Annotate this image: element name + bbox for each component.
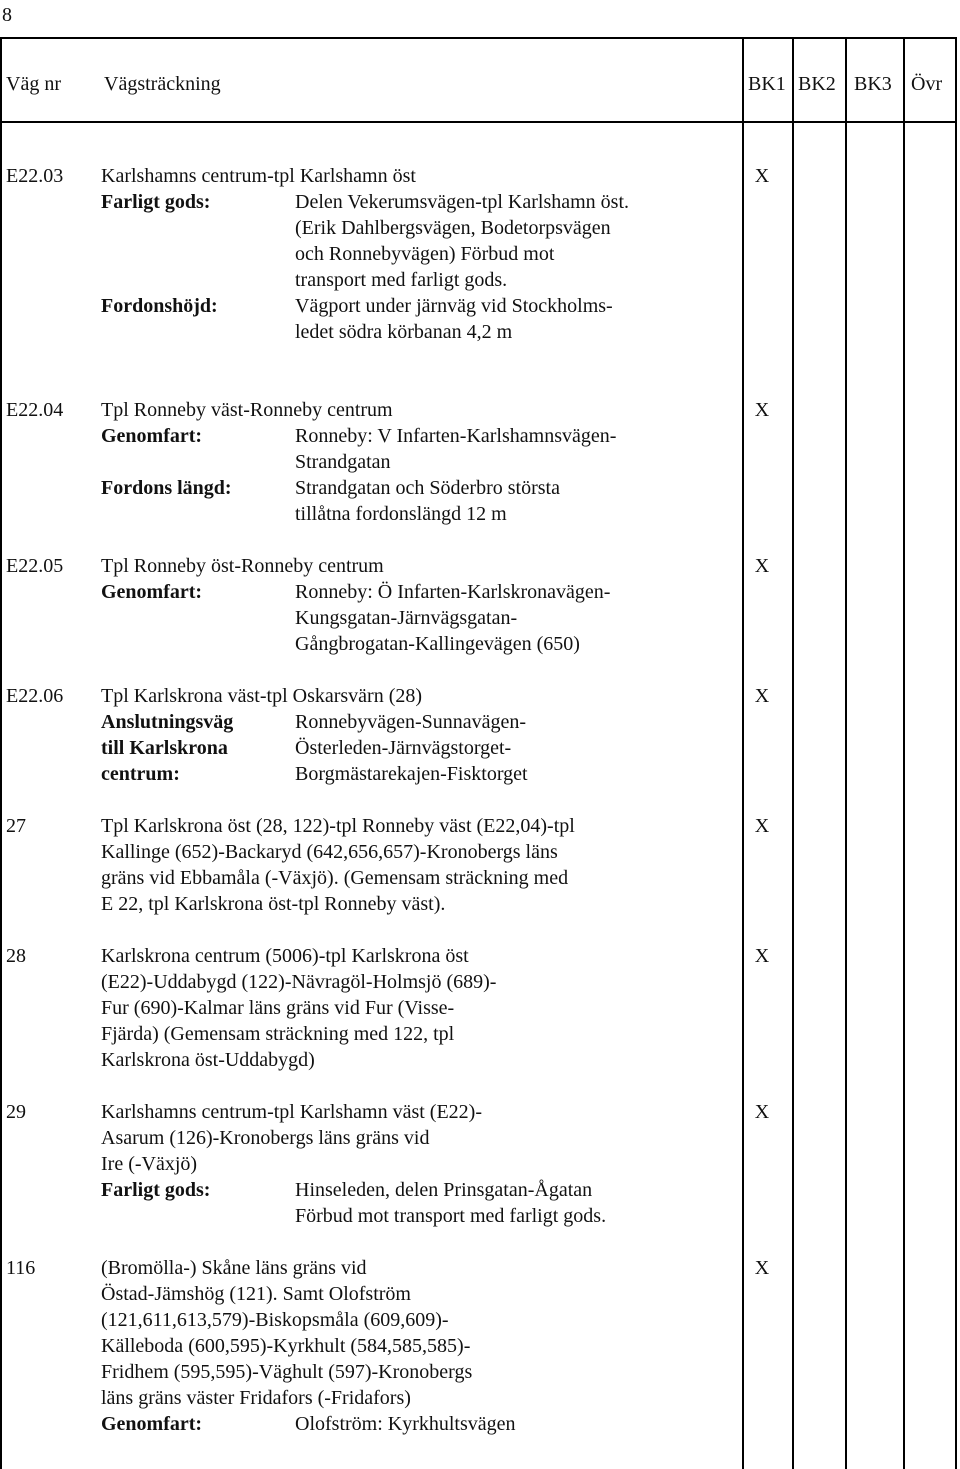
header-separator [0, 121, 957, 123]
road-number: 27 [6, 815, 26, 837]
header-bk2: BK2 [798, 73, 836, 95]
restriction-label: Fordons längd: [101, 477, 232, 499]
road-section: Östad-Jämshög (121). Samt Olofström [101, 1283, 411, 1305]
header-ovr: Övr [911, 73, 943, 95]
table-top-border [0, 37, 957, 39]
bk1-mark: X [754, 165, 770, 187]
bk1-mark: X [754, 1257, 770, 1279]
road-section: (121,611,613,579)-Biskopsmåla (609,609)- [101, 1309, 449, 1331]
bk3-divider [845, 37, 847, 1469]
road-number: E22.05 [6, 555, 64, 577]
right-border [955, 37, 957, 1469]
restriction-text: Förbud mot transport med farligt gods. [295, 1205, 607, 1227]
road-section: Tpl Karlskrona väst-tpl Oskarsvärn (28) [101, 685, 423, 707]
header-bk1: BK1 [748, 73, 786, 95]
bk2-divider [792, 37, 794, 1469]
road-section: Tpl Ronneby öst-Ronneby centrum [101, 555, 384, 577]
restriction-label: till Karlskrona [101, 737, 228, 759]
road-number: 29 [6, 1101, 26, 1123]
left-border [0, 37, 2, 1469]
road-section: Källeboda (600,595)-Kyrkhult (584,585,585)- [101, 1335, 471, 1357]
road-section: Asarum (126)-Kronobergs läns gräns vid [101, 1127, 430, 1149]
road-section: Karlskrona centrum (5006)-tpl Karlskrona öst [101, 945, 469, 967]
restriction-text: och Ronnebyvägen) Förbud mot [295, 243, 555, 265]
header-vag-nr: Väg nr [6, 73, 61, 95]
restriction-label: Genomfart: [101, 1413, 203, 1435]
restriction-text: Delen Vekerumsvägen-tpl Karlshamn öst. [295, 191, 629, 213]
restriction-text: Strandgatan och Söderbro största [295, 477, 560, 499]
restriction-text: Österleden-Järnvägstorget- [295, 737, 512, 759]
restriction-text: Strandgatan [295, 451, 391, 473]
road-section: Karlshamns centrum-tpl Karlshamn väst (E22)- [101, 1101, 483, 1123]
road-section: E 22, tpl Karlskrona öst-tpl Ronneby väst). [101, 893, 446, 915]
header-vagstrackning: Vägsträckning [104, 73, 221, 95]
restriction-text: Ronneby: V Infarten-Karlshamnsvägen- [295, 425, 617, 447]
road-section: läns gräns väster Fridafors (-Fridafors) [101, 1387, 411, 1409]
bk1-mark: X [754, 815, 770, 837]
road-number: E22.03 [6, 165, 64, 187]
road-section: (E22)-Uddabygd (122)-Nävragöl-Holmsjö (689)- [101, 971, 497, 993]
restriction-text: Olofström: Kyrkhultsvägen [295, 1413, 516, 1435]
bk1-mark: X [754, 555, 770, 577]
restriction-text: Borgmästarekajen-Fisktorget [295, 763, 528, 785]
road-section: Kallinge (652)-Backaryd (642,656,657)-Kronobergs läns [101, 841, 558, 863]
road-section: (Bromölla-) Skåne läns gräns vid [101, 1257, 367, 1279]
road-section: Karlshamns centrum-tpl Karlshamn öst [101, 165, 416, 187]
road-section: Tpl Ronneby väst-Ronneby centrum [101, 399, 393, 421]
restriction-text: Kungsgatan-Järnvägsgatan- [295, 607, 518, 629]
page-number: 8 [2, 4, 12, 26]
restriction-label: Farligt gods: [101, 191, 211, 213]
restriction-label: centrum: [101, 763, 180, 785]
restriction-text: Hinseleden, delen Prinsgatan-Ågatan [295, 1179, 593, 1201]
restriction-label: Genomfart: [101, 581, 203, 603]
restriction-text: Gångbrogatan-Kallingevägen (650) [295, 633, 580, 655]
header-bk3: BK3 [854, 73, 892, 95]
restriction-label: Anslutningsväg [101, 711, 234, 733]
road-number: 28 [6, 945, 26, 967]
road-section: Ire (-Växjö) [101, 1153, 198, 1175]
road-section: Fur (690)-Kalmar läns gräns vid Fur (Visse- [101, 997, 455, 1019]
road-section: gräns vid Ebbamåla (-Växjö). (Gemensam sträckning med [101, 867, 569, 889]
restriction-text: ledet södra körbanan 4,2 m [295, 321, 513, 343]
road-section: Tpl Karlskrona öst (28, 122)-tpl Ronneby väst (E22,04)-tpl [101, 815, 575, 837]
bk1-mark: X [754, 399, 770, 421]
restriction-text: (Erik Dahlbergsvägen, Bodetorpsvägen [295, 217, 611, 239]
restriction-label: Fordonshöjd: [101, 295, 218, 317]
road-number: E22.06 [6, 685, 64, 707]
restriction-text: transport med farligt gods. [295, 269, 508, 291]
road-number: E22.04 [6, 399, 64, 421]
road-section: Fridhem (595,595)-Väghult (597)-Kronobergs [101, 1361, 473, 1383]
bk1-mark: X [754, 945, 770, 967]
road-section: Fjärda) (Gemensam sträckning med 122, tpl [101, 1023, 455, 1045]
ovr-divider [903, 37, 905, 1469]
restriction-text: Ronneby: Ö Infarten-Karlskronavägen- [295, 581, 611, 603]
restriction-label: Farligt gods: [101, 1179, 211, 1201]
bk1-mark: X [754, 1101, 770, 1123]
road-section: Karlskrona öst-Uddabygd) [101, 1049, 315, 1071]
restriction-label: Genomfart: [101, 425, 203, 447]
restriction-text: tillåtna fordonslängd 12 m [295, 503, 507, 525]
restriction-text: Vägport under järnväg vid Stockholms- [295, 295, 613, 317]
bk1-mark: X [754, 685, 770, 707]
restriction-text: Ronnebyvägen-Sunnavägen- [295, 711, 527, 733]
road-number: 116 [6, 1257, 36, 1279]
